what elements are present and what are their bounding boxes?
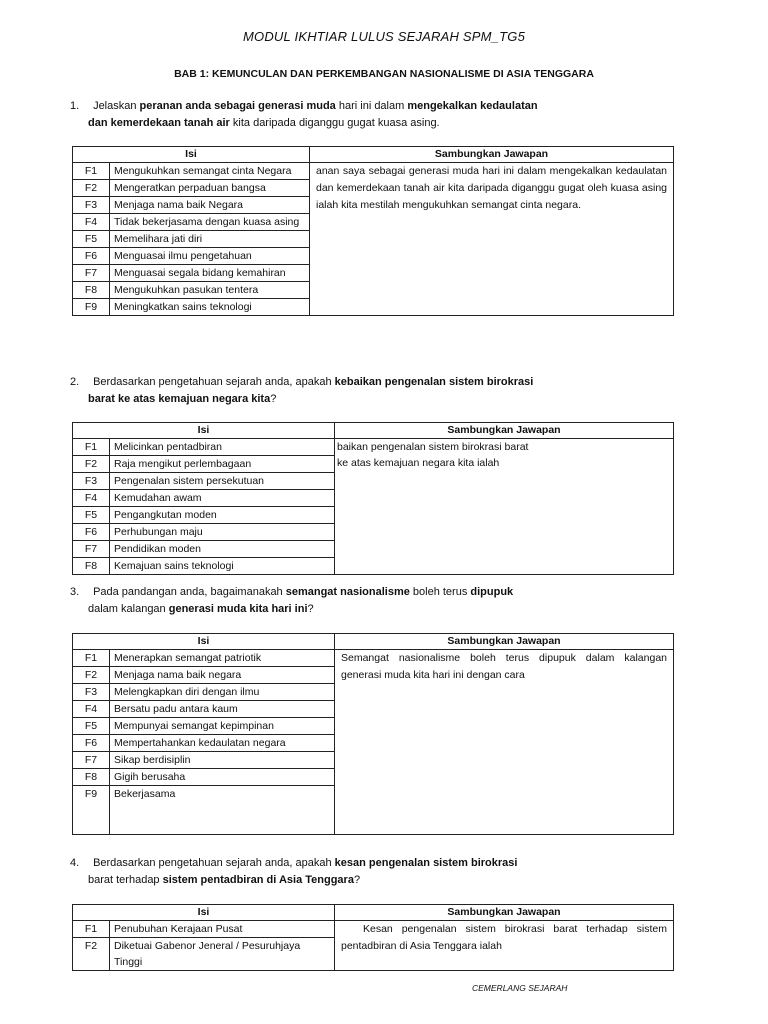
question-text: ? xyxy=(307,603,314,615)
answer-box[interactable] xyxy=(335,921,674,971)
question-text: kita daripada diganggu gugat kuasa asing. xyxy=(229,117,440,129)
question-2 xyxy=(70,374,710,408)
item-text: Mengukuhkan pasukan tentera xyxy=(110,282,310,299)
question-keyword: mengekalkan kedaulatan xyxy=(407,100,538,112)
item-text: Melicinkan pentadbiran xyxy=(110,439,335,456)
item-text: Bersatu padu antara kaum xyxy=(110,701,335,718)
item-code: F2 xyxy=(73,938,110,971)
item-text: Mempunyai semangat kepimpinan xyxy=(110,718,335,735)
question-text: ? xyxy=(270,393,277,405)
answer-text: Kesan pengenalan sistem birokrasi barat terhadap sistem pentadbiran di Asia Tenggara ialah xyxy=(341,923,667,952)
header-jawapan: Sambungkan Jawapan xyxy=(335,634,674,650)
item-code: F9 xyxy=(73,299,110,316)
answer-text: Semangat nasionalisme boleh terus dipupuk dalam kalangan generasi muda kita hari ini dengan cara xyxy=(341,652,667,681)
item-code: F8 xyxy=(73,769,110,786)
answer-box[interactable] xyxy=(335,439,674,575)
question-keyword: dipupuk xyxy=(470,586,514,598)
item-text: Menerapkan semangat patriotik xyxy=(110,650,335,667)
question-text: ? xyxy=(353,874,361,886)
question-text: boleh terus xyxy=(409,586,471,598)
question-keyword: peranan anda sebagai generasi muda xyxy=(139,100,336,112)
item-text: Memelihara jati diri xyxy=(110,231,310,248)
item-text: Menguasai ilmu pengetahuan xyxy=(110,248,310,265)
question-keyword: generasi muda kita hari ini xyxy=(168,603,308,615)
question-keyword: kesan pengenalan sistem birokrasi xyxy=(334,857,518,869)
question-number: 4. xyxy=(70,857,80,869)
item-code: F4 xyxy=(73,701,110,718)
question-3 xyxy=(70,584,710,618)
item-code: F8 xyxy=(73,282,110,299)
item-text: Tidak bekerjasama dengan kuasa asing xyxy=(110,214,310,231)
question-4 xyxy=(70,855,710,889)
item-text: Bekerjasama xyxy=(110,786,335,835)
answer-table-2 xyxy=(72,422,674,575)
item-code: F6 xyxy=(73,524,110,541)
header-isi: Isi xyxy=(73,147,310,163)
answer-box[interactable] xyxy=(335,650,674,835)
footer-text: CEMERLANG SEJARAH xyxy=(472,983,568,993)
item-code: F7 xyxy=(73,752,110,769)
item-text: Kemudahan awam xyxy=(110,490,335,507)
answer-box[interactable] xyxy=(310,163,674,316)
item-text: Mempertahankan kedaulatan negara xyxy=(110,735,335,752)
answer-table-4 xyxy=(72,904,674,971)
question-text: dalam kalangan xyxy=(88,603,169,615)
item-text: Menguasai segala bidang kemahiran xyxy=(110,265,310,282)
item-code: F1 xyxy=(73,921,110,938)
item-code: F2 xyxy=(73,180,110,197)
item-code: F9 xyxy=(73,786,110,835)
item-code: F2 xyxy=(73,456,110,473)
header-isi: Isi xyxy=(73,423,335,439)
item-code: F3 xyxy=(73,473,110,490)
item-text: Perhubungan maju xyxy=(110,524,335,541)
header-jawapan: Sambungkan Jawapan xyxy=(310,147,674,163)
question-number: 2. xyxy=(70,376,80,388)
item-code: F5 xyxy=(73,718,110,735)
item-text: Raja mengikut perlembagaan xyxy=(110,456,335,473)
item-text: Sikap berdisiplin xyxy=(110,752,335,769)
header-isi: Isi xyxy=(73,634,335,650)
question-number: 1. xyxy=(70,100,80,112)
question-keyword: kebaikan pengenalan sistem birokrasi xyxy=(334,376,534,388)
item-text: Meningkatkan sains teknologi xyxy=(110,299,310,316)
question-text: Berdasarkan pengetahuan sejarah anda, apakah xyxy=(93,376,335,388)
item-text: Gigih berusaha xyxy=(110,769,335,786)
item-text: Diketuai Gabenor Jeneral / Pesuruhjaya Tinggi xyxy=(110,938,335,971)
item-code: F1 xyxy=(73,163,110,180)
question-keyword: semangat nasionalisme xyxy=(285,586,410,598)
item-code: F7 xyxy=(73,265,110,282)
item-code: F3 xyxy=(73,197,110,214)
item-text: Mengeratkan perpaduan bangsa xyxy=(110,180,310,197)
question-text: Jelaskan xyxy=(93,100,140,112)
header-isi: Isi xyxy=(73,905,335,921)
answer-text: ke atas kemajuan negara kita ialah xyxy=(337,457,500,469)
page-title: MODUL IKHTIAR LULUS SEJARAH SPM_TG5 xyxy=(243,29,525,44)
question-keyword: barat ke atas kemajuan negara kita xyxy=(88,393,271,405)
chapter-heading: BAB 1: KEMUNCULAN DAN PERKEMBANGAN NASIONALISME DI ASIA TENGGARA xyxy=(174,68,594,80)
item-code: F1 xyxy=(73,439,110,456)
header-jawapan: Sambungkan Jawapan xyxy=(335,905,674,921)
answer-table-1 xyxy=(72,146,674,316)
answer-text: baikan pengenalan sistem birokrasi barat xyxy=(337,441,529,453)
item-text: Mengukuhkan semangat cinta Negara xyxy=(110,163,310,180)
item-code: F5 xyxy=(73,507,110,524)
item-code: F6 xyxy=(73,735,110,752)
item-code: F6 xyxy=(73,248,110,265)
item-code: F1 xyxy=(73,650,110,667)
question-1 xyxy=(70,98,710,132)
question-keyword: dan kemerdekaan tanah air xyxy=(88,117,230,129)
question-text: barat terhadap xyxy=(88,874,163,886)
item-code: F4 xyxy=(73,490,110,507)
question-text: hari ini dalam xyxy=(335,100,408,112)
question-text: Pada pandangan anda, bagaimanakah xyxy=(93,586,286,598)
item-code: F2 xyxy=(73,667,110,684)
item-text: Melengkapkan diri dengan ilmu xyxy=(110,684,335,701)
item-code: F3 xyxy=(73,684,110,701)
item-code: F4 xyxy=(73,214,110,231)
answer-text: anan saya sebagai generasi muda hari ini dalam mengekalkan kedaulatan dan kemerdekaan tanah air kita daripada diganggu gugat oleh kuasa asing ialah kita mestilah mengukuhkan semangat cinta negara. xyxy=(316,165,667,211)
question-keyword: sistem pentadbiran di Asia Tenggara xyxy=(162,874,354,886)
item-text: Menjaga nama baik negara xyxy=(110,667,335,684)
header-jawapan: Sambungkan Jawapan xyxy=(335,423,674,439)
answer-table-3 xyxy=(72,633,674,835)
item-code: F8 xyxy=(73,558,110,575)
item-text: Pengangkutan moden xyxy=(110,507,335,524)
item-code: F7 xyxy=(73,541,110,558)
item-text: Kemajuan sains teknologi xyxy=(110,558,335,575)
item-code: F5 xyxy=(73,231,110,248)
item-text: Penubuhan Kerajaan Pusat xyxy=(110,921,335,938)
item-text: Menjaga nama baik Negara xyxy=(110,197,310,214)
question-number: 3. xyxy=(70,586,80,598)
item-text: Pengenalan sistem persekutuan xyxy=(110,473,335,490)
item-text: Pendidikan moden xyxy=(110,541,335,558)
question-text: Berdasarkan pengetahuan sejarah anda, apakah xyxy=(93,857,335,869)
